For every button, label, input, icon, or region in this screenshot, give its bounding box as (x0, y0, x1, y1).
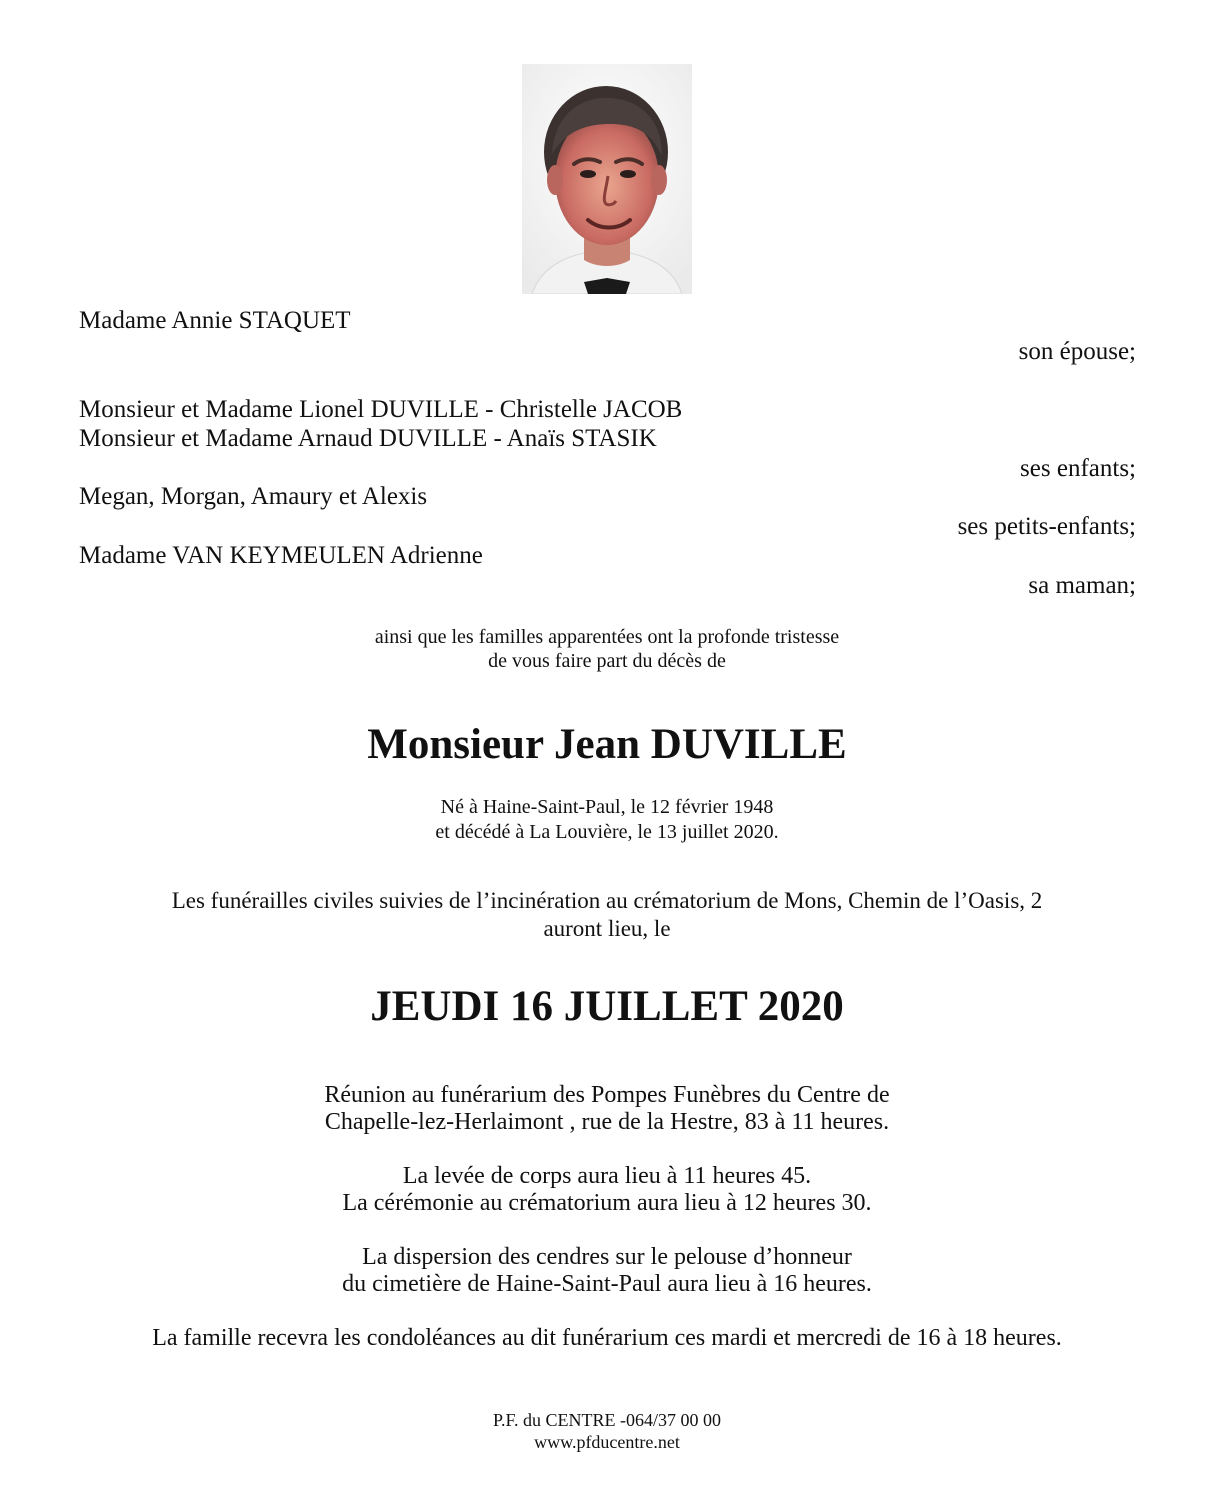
funeral-line-2: auront lieu, le (543, 916, 671, 941)
portrait-photo (522, 64, 692, 294)
child-line-1: Monsieur et Madame Lionel DUVILLE - Christelle JACOB (79, 396, 683, 423)
deceased-name: Monsieur Jean DUVILLE (367, 721, 847, 768)
death-info: et décédé à La Louvière, le 13 juillet 2020. (435, 821, 779, 843)
announcement-line-2: de vous faire part du décès de (488, 650, 726, 672)
funeral-line-1: Les funérailles civiles suivies de l’incinération au crématorium de Mons, Chemin de l’Oasis, 2 (171, 888, 1043, 913)
grandchildren-role: ses petits-enfants; (957, 513, 1136, 540)
meeting-line-1: Réunion au funérarium des Pompes Funèbres du Centre de (324, 1082, 890, 1108)
grandchildren-names: Megan, Morgan, Amaury et Alexis (79, 483, 428, 510)
birth-info: Né à Haine-Saint-Paul, le 12 février 1948 (440, 796, 774, 818)
children-role: ses enfants; (1020, 455, 1136, 482)
condolences-info: La famille recevra les condoléances au dit funérarium ces mardi et mercredi de 16 à 18 heures. (152, 1325, 1062, 1351)
dispersion-line-1: La dispersion des cendres sur le pelouse d’honneur (362, 1244, 852, 1270)
mother-role: sa maman; (1028, 572, 1136, 599)
spouse-name: Madame Annie STAQUET (79, 307, 351, 334)
mother-name: Madame VAN KEYMEULEN Adrienne (79, 542, 483, 569)
child-line-2: Monsieur et Madame Arnaud DUVILLE - Anaïs STASIK (79, 425, 657, 452)
footer-website: www.pfducentre.net (534, 1432, 680, 1452)
announcement-line-1: ainsi que les familles apparentées ont la profonde tristesse (374, 626, 840, 648)
meeting-line-2: Chapelle-lez-Herlaimont , rue de la Hestre, 83 à 11 heures. (324, 1109, 890, 1135)
dispersion-line-2: du cimetière de Haine-Saint-Paul aura lieu à 16 heures. (342, 1271, 872, 1297)
spouse-role: son épouse; (1018, 338, 1136, 365)
funeral-date: JEUDI 16 JUILLET 2020 (370, 983, 844, 1030)
footer-company: P.F. du CENTRE -064/37 00 00 (492, 1410, 722, 1430)
levee-info: La levée de corps aura lieu à 11 heures 45. (402, 1163, 812, 1189)
ceremony-info: La cérémonie au crématorium aura lieu à 12 heures 30. (342, 1190, 872, 1216)
